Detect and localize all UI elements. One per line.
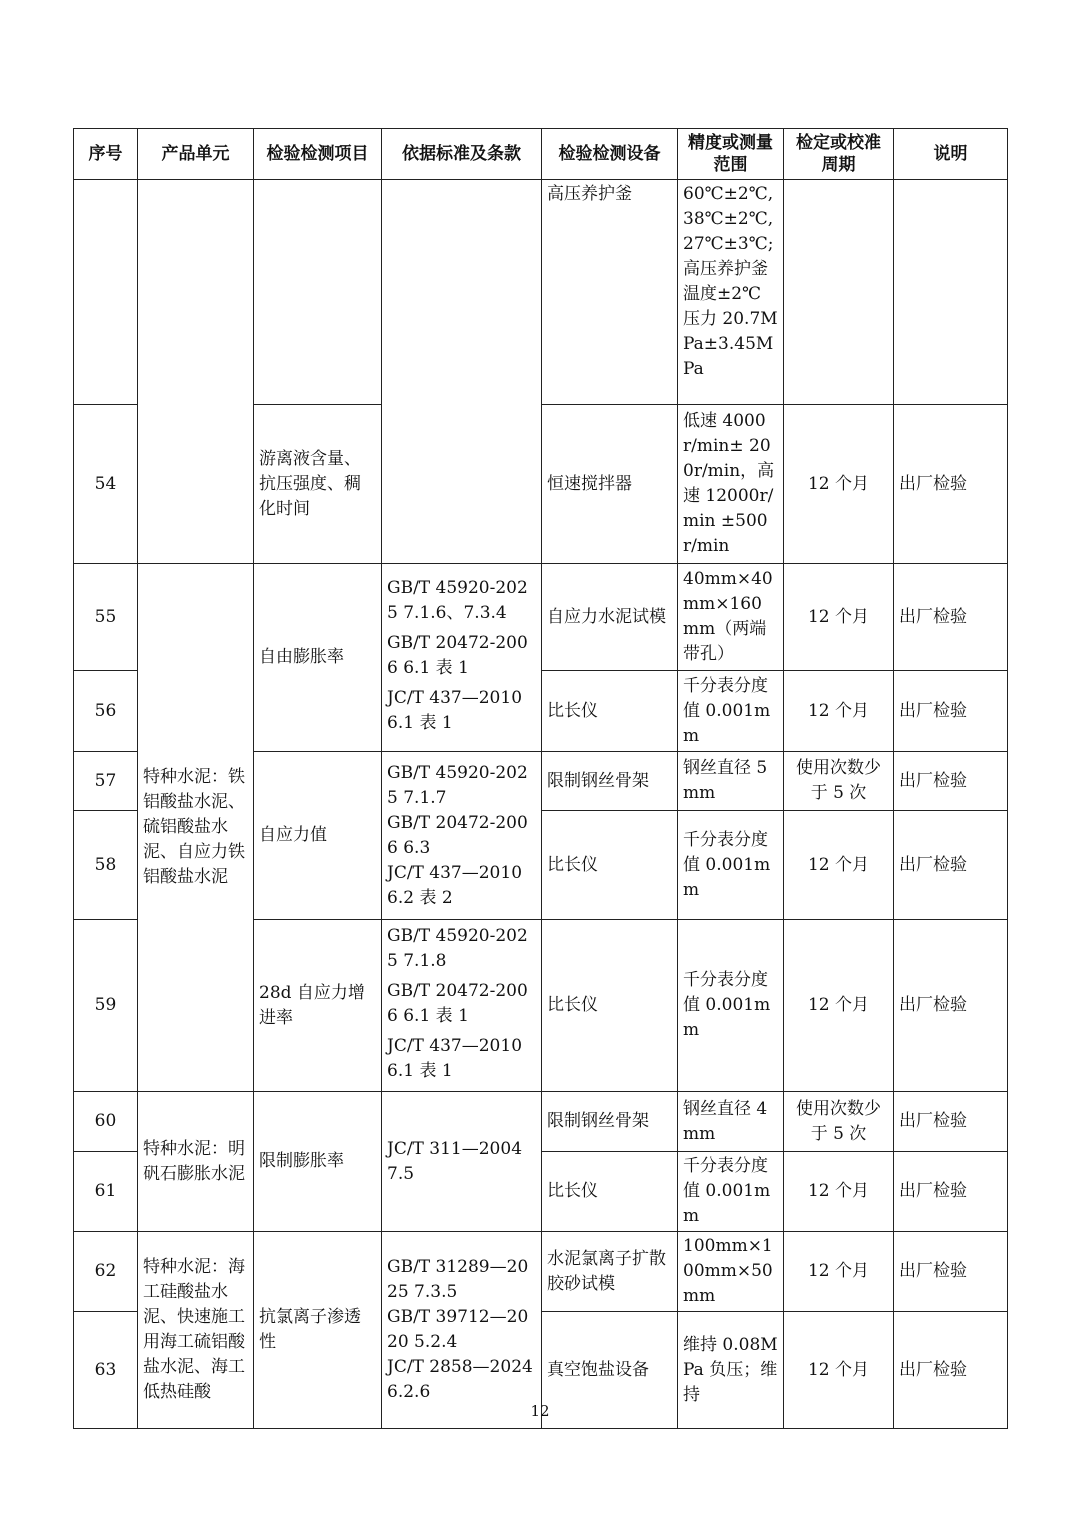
standard-line: GB/T 20472-2006 6.3 — [387, 812, 528, 858]
calibration-period: 使用次数少于 5 次 — [784, 752, 894, 811]
note: 出厂检验 — [894, 811, 1008, 920]
calibration-period: 12 个月 — [784, 1232, 894, 1312]
standard-clause — [382, 180, 542, 564]
equipment: 比长仪 — [542, 811, 678, 920]
note: 出厂检验 — [894, 1152, 1008, 1232]
equipment: 比长仪 — [542, 671, 678, 752]
inspection-item: 自由膨胀率 — [254, 564, 382, 752]
note: 出厂检验 — [894, 1312, 1008, 1429]
calibration-period: 12 个月 — [784, 811, 894, 920]
calibration-period: 12 个月 — [784, 405, 894, 564]
precision-range: 千分表分度值 0.001mm — [678, 671, 784, 752]
precision-range: 维持 0.08MPa 负压；维持 — [678, 1312, 784, 1429]
inspection-item — [254, 180, 382, 405]
page-number: 12 — [530, 1402, 550, 1420]
standard-line: GB/T 45920-2025 7.1.6、7.3.4 — [387, 578, 528, 623]
header-cell: 序号 — [74, 129, 138, 180]
precision-range: 钢丝直径 4 mm — [678, 1092, 784, 1152]
note: 出厂检验 — [894, 1232, 1008, 1312]
equipment: 限制钢丝骨架 — [542, 1092, 678, 1152]
note: 出厂检验 — [894, 405, 1008, 564]
row-number: 58 — [74, 811, 138, 920]
table-row — [74, 180, 1008, 405]
calibration-period: 12 个月 — [784, 920, 894, 1092]
standard-clause: JC/T 311—2004 7.5 — [382, 1092, 542, 1232]
header-cell: 依据标准及条款 — [382, 129, 542, 180]
calibration-period: 12 个月 — [784, 1152, 894, 1232]
note: 出厂检验 — [894, 1092, 1008, 1152]
precision-range: 低速 4000r/min± 200r/min，高速 12000r/min ±500r/min — [678, 405, 784, 564]
inspection-table — [73, 128, 1008, 1429]
table-row — [74, 1232, 1008, 1312]
product-unit: 特种水泥：海工硅酸盐水泥、快速施工用海工硫铝酸盐水泥、海工低热硅酸 — [138, 1232, 254, 1429]
precision-range: 千分表分度值 0.001mm — [678, 920, 784, 1092]
standard-line: JC/T 2858—2024 6.2.6 — [387, 1357, 533, 1402]
equipment: 真空饱盐设备 — [542, 1312, 678, 1429]
header-cell: 产品单元 — [138, 129, 254, 180]
precision-range: 60℃±2℃, 38℃±2℃,27℃±3℃; 高压养护釜温度±2℃压力 20.7MPa±3.45MPa — [678, 180, 784, 405]
inspection-item: 自应力值 — [254, 752, 382, 920]
row-number: 62 — [74, 1232, 138, 1312]
row-number: 55 — [74, 564, 138, 671]
inspection-item: 28d 自应力增进率 — [254, 920, 382, 1092]
row-number: 54 — [74, 405, 138, 564]
standard-line: GB/T 45920-2025 7.1.7 — [387, 762, 528, 808]
note: 出厂检验 — [894, 920, 1008, 1092]
standard-line: GB/T 31289—2025 7.3.5 — [387, 1257, 529, 1302]
precision-range: 千分表分度值 0.001mm — [678, 1152, 784, 1232]
product-unit: 特种水泥：铁铝酸盐水泥、硫铝酸盐水泥、自应力铁铝酸盐水泥 — [138, 564, 254, 1092]
equipment: 恒速搅拌器 — [542, 405, 678, 564]
equipment: 限制钢丝骨架 — [542, 752, 678, 811]
precision-range: 100mm×100mm×50mm — [678, 1232, 784, 1312]
standard-clause — [382, 564, 542, 752]
standard-clause — [382, 752, 542, 920]
calibration-period — [784, 180, 894, 405]
note: 出厂检验 — [894, 564, 1008, 671]
standard-line: GB/T 20472-2006 6.1 表 1 — [387, 633, 528, 678]
row-number: 61 — [74, 1152, 138, 1232]
inspection-item: 抗氯离子渗透性 — [254, 1232, 382, 1429]
calibration-period: 12 个月 — [784, 564, 894, 671]
equipment: 比长仪 — [542, 920, 678, 1092]
header-cell: 检验检测项目 — [254, 129, 382, 180]
note — [894, 180, 1008, 405]
standard-clause — [382, 1232, 542, 1429]
row-number — [74, 180, 138, 405]
note: 出厂检验 — [894, 671, 1008, 752]
standard-line: JC/T 437—2010 6.1 表 1 — [387, 688, 523, 733]
header-cell: 说明 — [894, 129, 1008, 180]
standard-clause — [382, 920, 542, 1092]
precision-range: 40mm×40mm×160mm（两端带孔） — [678, 564, 784, 671]
standard-line: GB/T 39712—2020 5.2.4 — [387, 1307, 529, 1352]
note: 出厂检验 — [894, 752, 1008, 811]
equipment: 比长仪 — [542, 1152, 678, 1232]
product-unit — [138, 180, 254, 564]
header-cell: 检定或校准周期 — [784, 129, 894, 180]
product-unit: 特种水泥：明矾石膨胀水泥 — [138, 1092, 254, 1232]
calibration-period: 使用次数少于 5 次 — [784, 1092, 894, 1152]
inspection-item: 游离液含量、抗压强度、稠化时间 — [254, 405, 382, 564]
standard-line: JC/T 437—2010 6.2 表 2 — [387, 862, 523, 908]
row-number: 59 — [74, 920, 138, 1092]
calibration-period: 12 个月 — [784, 671, 894, 752]
table-row — [74, 564, 1008, 671]
equipment: 自应力水泥试模 — [542, 564, 678, 671]
row-number: 63 — [74, 1312, 138, 1429]
header-cell: 检验检测设备 — [542, 129, 678, 180]
precision-range: 钢丝直径 5mm — [678, 752, 784, 811]
inspection-item: 限制膨胀率 — [254, 1092, 382, 1232]
calibration-period: 12 个月 — [784, 1312, 894, 1429]
precision-range: 千分表分度值 0.001mm — [678, 811, 784, 920]
standard-line: JC/T 437—2010 6.1 表 1 — [387, 1036, 523, 1081]
equipment: 水泥氯离子扩散胶砂试模 — [542, 1232, 678, 1312]
standard-line: GB/T 45920-2025 7.1.8 — [387, 926, 528, 971]
table-header-row — [74, 129, 1008, 180]
header-cell: 精度或测量范围 — [678, 129, 784, 180]
standard-line: GB/T 20472-2006 6.1 表 1 — [387, 981, 528, 1026]
row-number: 57 — [74, 752, 138, 811]
table-row — [74, 1092, 1008, 1152]
row-number: 60 — [74, 1092, 138, 1152]
equipment: 高压养护釜 — [542, 180, 678, 405]
row-number: 56 — [74, 671, 138, 752]
